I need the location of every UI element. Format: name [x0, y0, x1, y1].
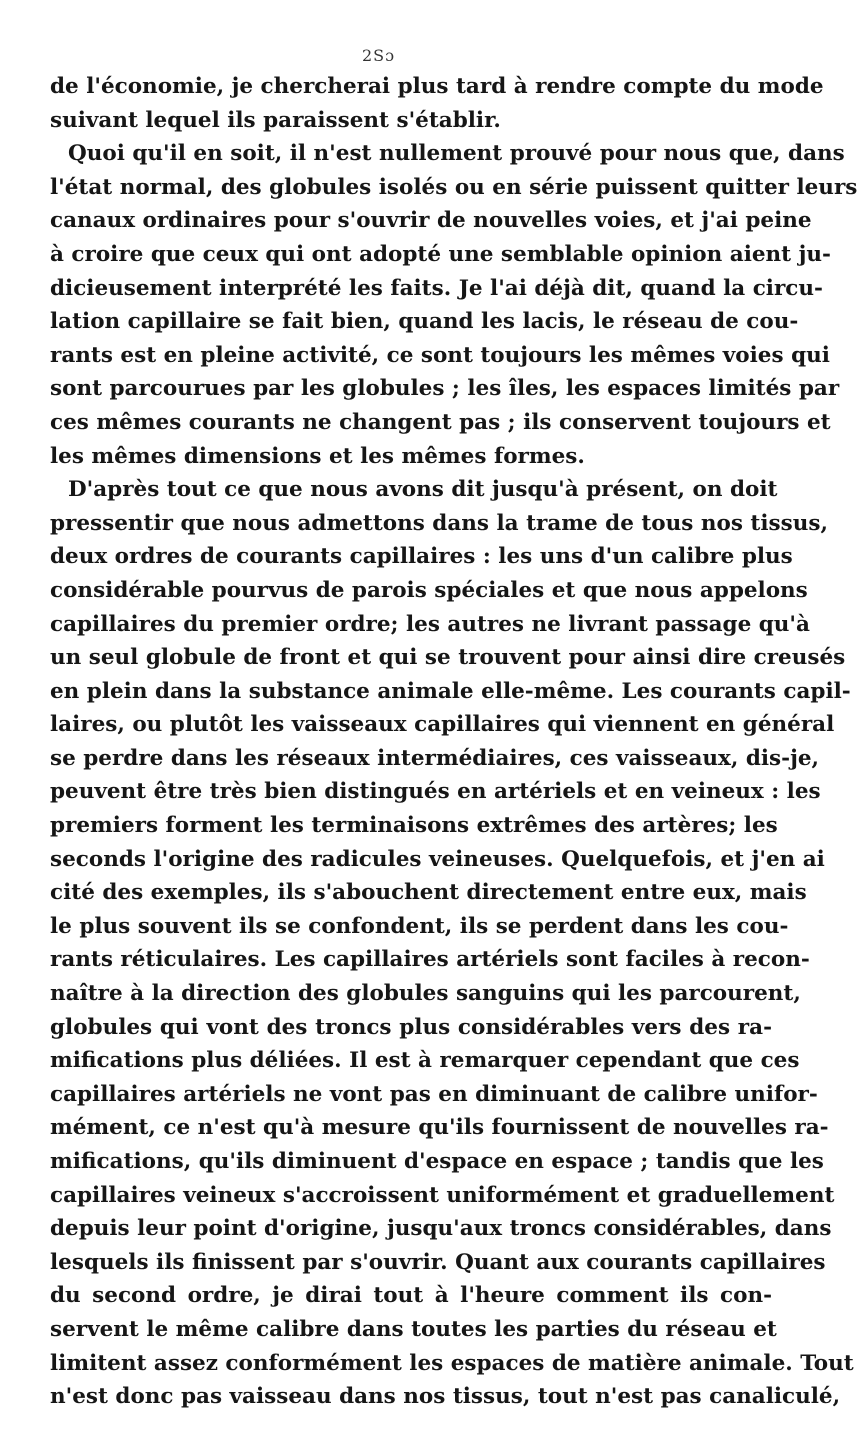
text-line: cité des exemples, ils s'abouchent directement entre eux, mais — [50, 880, 807, 906]
text-line: capillaires artériels ne vont pas en diminuant de calibre unifor- — [50, 1081, 818, 1107]
text-line: ces mêmes courants ne changent pas ; ils conservent toujours et — [50, 409, 831, 435]
text-line: lesquels ils finissent par s'ouvrir. Quant aux courants capillaires — [50, 1249, 826, 1275]
text-line: en plein dans la substance animale elle-même. Les courants capil- — [50, 678, 851, 704]
text-line: rants est en pleine activité, ce sont toujours les mêmes voies qui — [50, 342, 830, 368]
text-line: peuvent être très bien distingués en artériels et en veineux : les — [50, 779, 821, 805]
text-line: depuis leur point d'origine, jusqu'aux troncs considérables, dans — [50, 1216, 832, 1242]
text-line: du second ordre, je dirai tout à l'heure comment ils con- — [50, 1283, 772, 1309]
text-line: considérable pourvus de parois spéciales et que nous appelons — [50, 577, 808, 603]
text-line: Quoi qu'il en soit, il n'est nullement prouvé pour nous que, dans — [68, 141, 845, 167]
text-line: seconds l'origine des radicules veineuses. Quelquefois, et j'en ai — [50, 846, 825, 872]
text-line: le plus souvent ils se confondent, ils se perdent dans les cou- — [50, 913, 789, 939]
text-line: servent le même calibre dans toutes les parties du réseau et — [50, 1316, 777, 1342]
text-line: se perdre dans les réseaux intermédiaires, ces vaisseaux, dis-je, — [50, 745, 820, 771]
page-number: 2Sɔ — [362, 46, 396, 65]
text-line: suivant lequel ils paraissent s'établir. — [50, 107, 501, 133]
text-line: l'état normal, des globules isolés ou en série puissent quitter leurs — [50, 174, 857, 200]
text-line: de l'économie, je chercherai plus tard à rendre compte du mode — [50, 74, 824, 99]
text-line: mément, ce n'est qu'à mesure qu'ils fournissent de nouvelles ra- — [50, 1115, 829, 1141]
text-line: mifications, qu'ils diminuent d'espace en espace ; tandis que les — [50, 1149, 824, 1174]
text-line: sont parcourues par les globules ; les îles, les espaces limités par — [50, 376, 840, 402]
text-line: n'est donc pas vaisseau dans nos tissus, tout n'est pas canaliculé, — [50, 1384, 841, 1410]
text-line: à croire que ceux qui ont adopté une semblable opinion aient ju- — [50, 241, 831, 267]
text-line: dicieusement interprété les faits. Je l'ai déjà dit, quand la circu- — [50, 275, 823, 301]
text-line: limitent assez conformément les espaces de matière animale. Tout — [50, 1350, 854, 1376]
text-line: les mêmes dimensions et les mêmes formes. — [50, 443, 585, 469]
text-line: capillaires veineux s'accroissent uniformément et graduellement — [50, 1182, 835, 1208]
text-line: laires, ou plutôt les vaisseaux capillaires qui viennent en général — [50, 712, 835, 738]
text-line: canaux ordinaires pour s'ouvrir de nouvelles voies, et j'ai peine — [50, 208, 812, 234]
text-line: mifications plus déliées. Il est à remarquer cependant que ces — [50, 1048, 800, 1074]
text-line: deux ordres de courants capillaires : les uns d'un calibre plus — [50, 544, 793, 570]
text-line: premiers forment les terminaisons extrêmes des artères; les — [50, 813, 778, 839]
text-line: un seul globule de front et qui se trouvent pour ainsi dire creusés — [50, 645, 846, 671]
text-line: rants réticulaires. Les capillaires artériels sont faciles à recon- — [50, 947, 810, 973]
text-line: globules qui vont des troncs plus considérables vers des ra- — [50, 1014, 772, 1040]
body-text — [50, 70, 857, 1414]
text-line: capillaires du premier ordre; les autres ne livrant passage qu'à — [50, 611, 810, 637]
text-line: D'après tout ce que nous avons dit jusqu'à présent, on doit — [68, 477, 778, 503]
text-line: pressentir que nous admettons dans la trame de tous nos tissus, — [50, 510, 828, 536]
text-line: lation capillaire se fait bien, quand les lacis, le réseau de cou- — [50, 309, 799, 335]
text-line: naître à la direction des globules sanguins qui les parcourent, — [50, 981, 801, 1007]
